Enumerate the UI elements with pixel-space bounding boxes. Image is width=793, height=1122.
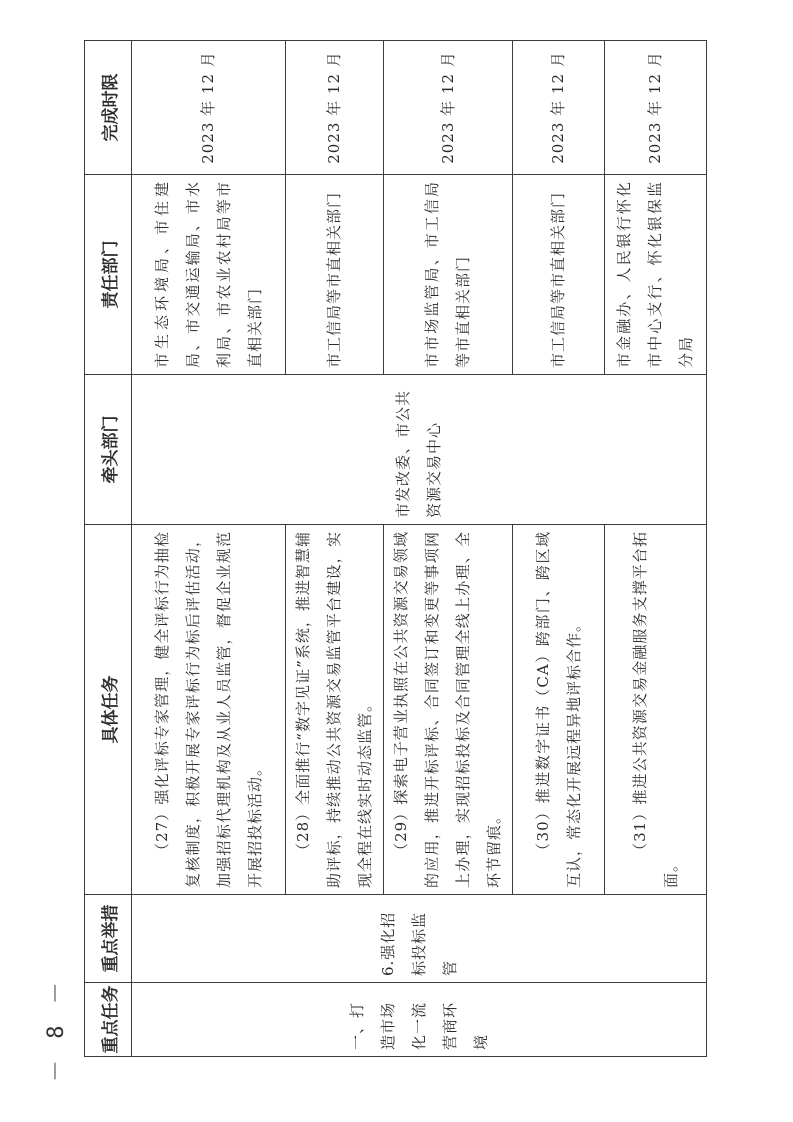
header-key-task: 重点任务 [85,983,132,1057]
table-row [132,41,286,1057]
page-number: － 8 － [44,978,69,1082]
header-lead-department: 牵头部门 [85,375,132,525]
responsible-department-cell: 市市场监管局、市工信局等市直相关部门 [384,175,513,375]
header-deadline: 完成时限 [85,41,132,175]
deadline-cell: 2023 年 12 月 [132,41,286,175]
responsible-department-cell: 市工信局等市直相关部门 [513,175,605,375]
specific-task-cell: （29）探索电子营业执照在公共资源交易领域的应用，推进开标评标、合同签订和变更等事项网上办理，实现招标投标及合同管理全线上办理、全环节留痕。 [384,525,513,895]
task-table [84,40,707,1057]
header-key-measure: 重点举措 [85,895,132,983]
specific-task-cell: （27）强化评标专家管理，健全评标行为抽检复核制度，积极开展专家评标行为标后评估活动，加强招标代理机构及从业人员监管，督促企业规范开展招投标活动。 [132,525,286,895]
specific-task-cell: （30）推进数字证书（CA）跨部门、跨区域互认，常态化开展远程异地评标合作。 [513,525,605,895]
deadline-cell: 2023 年 12 月 [513,41,605,175]
responsible-department-cell: 市生态环境局、市住建局、市交通运输局、市水利局、市农业农村局等市直相关部门 [132,175,286,375]
deadline-cell: 2023 年 12 月 [286,41,384,175]
deadline-cell: 2023 年 12 月 [605,41,707,175]
responsible-department-cell: 市工信局等市直相关部门 [286,175,384,375]
lead-department-cell: 市发改委、市公共资源交易中心 [132,375,707,525]
specific-task-cell: （28）全面推行“数字见证”系统，推进智慧辅助评标，持续推动公共资源交易监管平台建设，实现全程在线实时动态监管。 [286,525,384,895]
key-task-cell: 一、打造市场化一流营商环境 [132,983,707,1057]
specific-task-cell: （31）推进公共资源交易金融服务支撑平台拓面。 [605,525,707,895]
deadline-cell: 2023 年 12 月 [384,41,513,175]
responsible-department-cell: 市金融办、人民银行怀化市中心支行、怀化银保监分局 [605,175,707,375]
key-measure-cell: 6.强化招标投标监管 [132,895,707,983]
table-header-row [85,41,132,1057]
header-specific-task: 具体任务 [85,525,132,895]
header-responsible-department: 责任部门 [85,175,132,375]
